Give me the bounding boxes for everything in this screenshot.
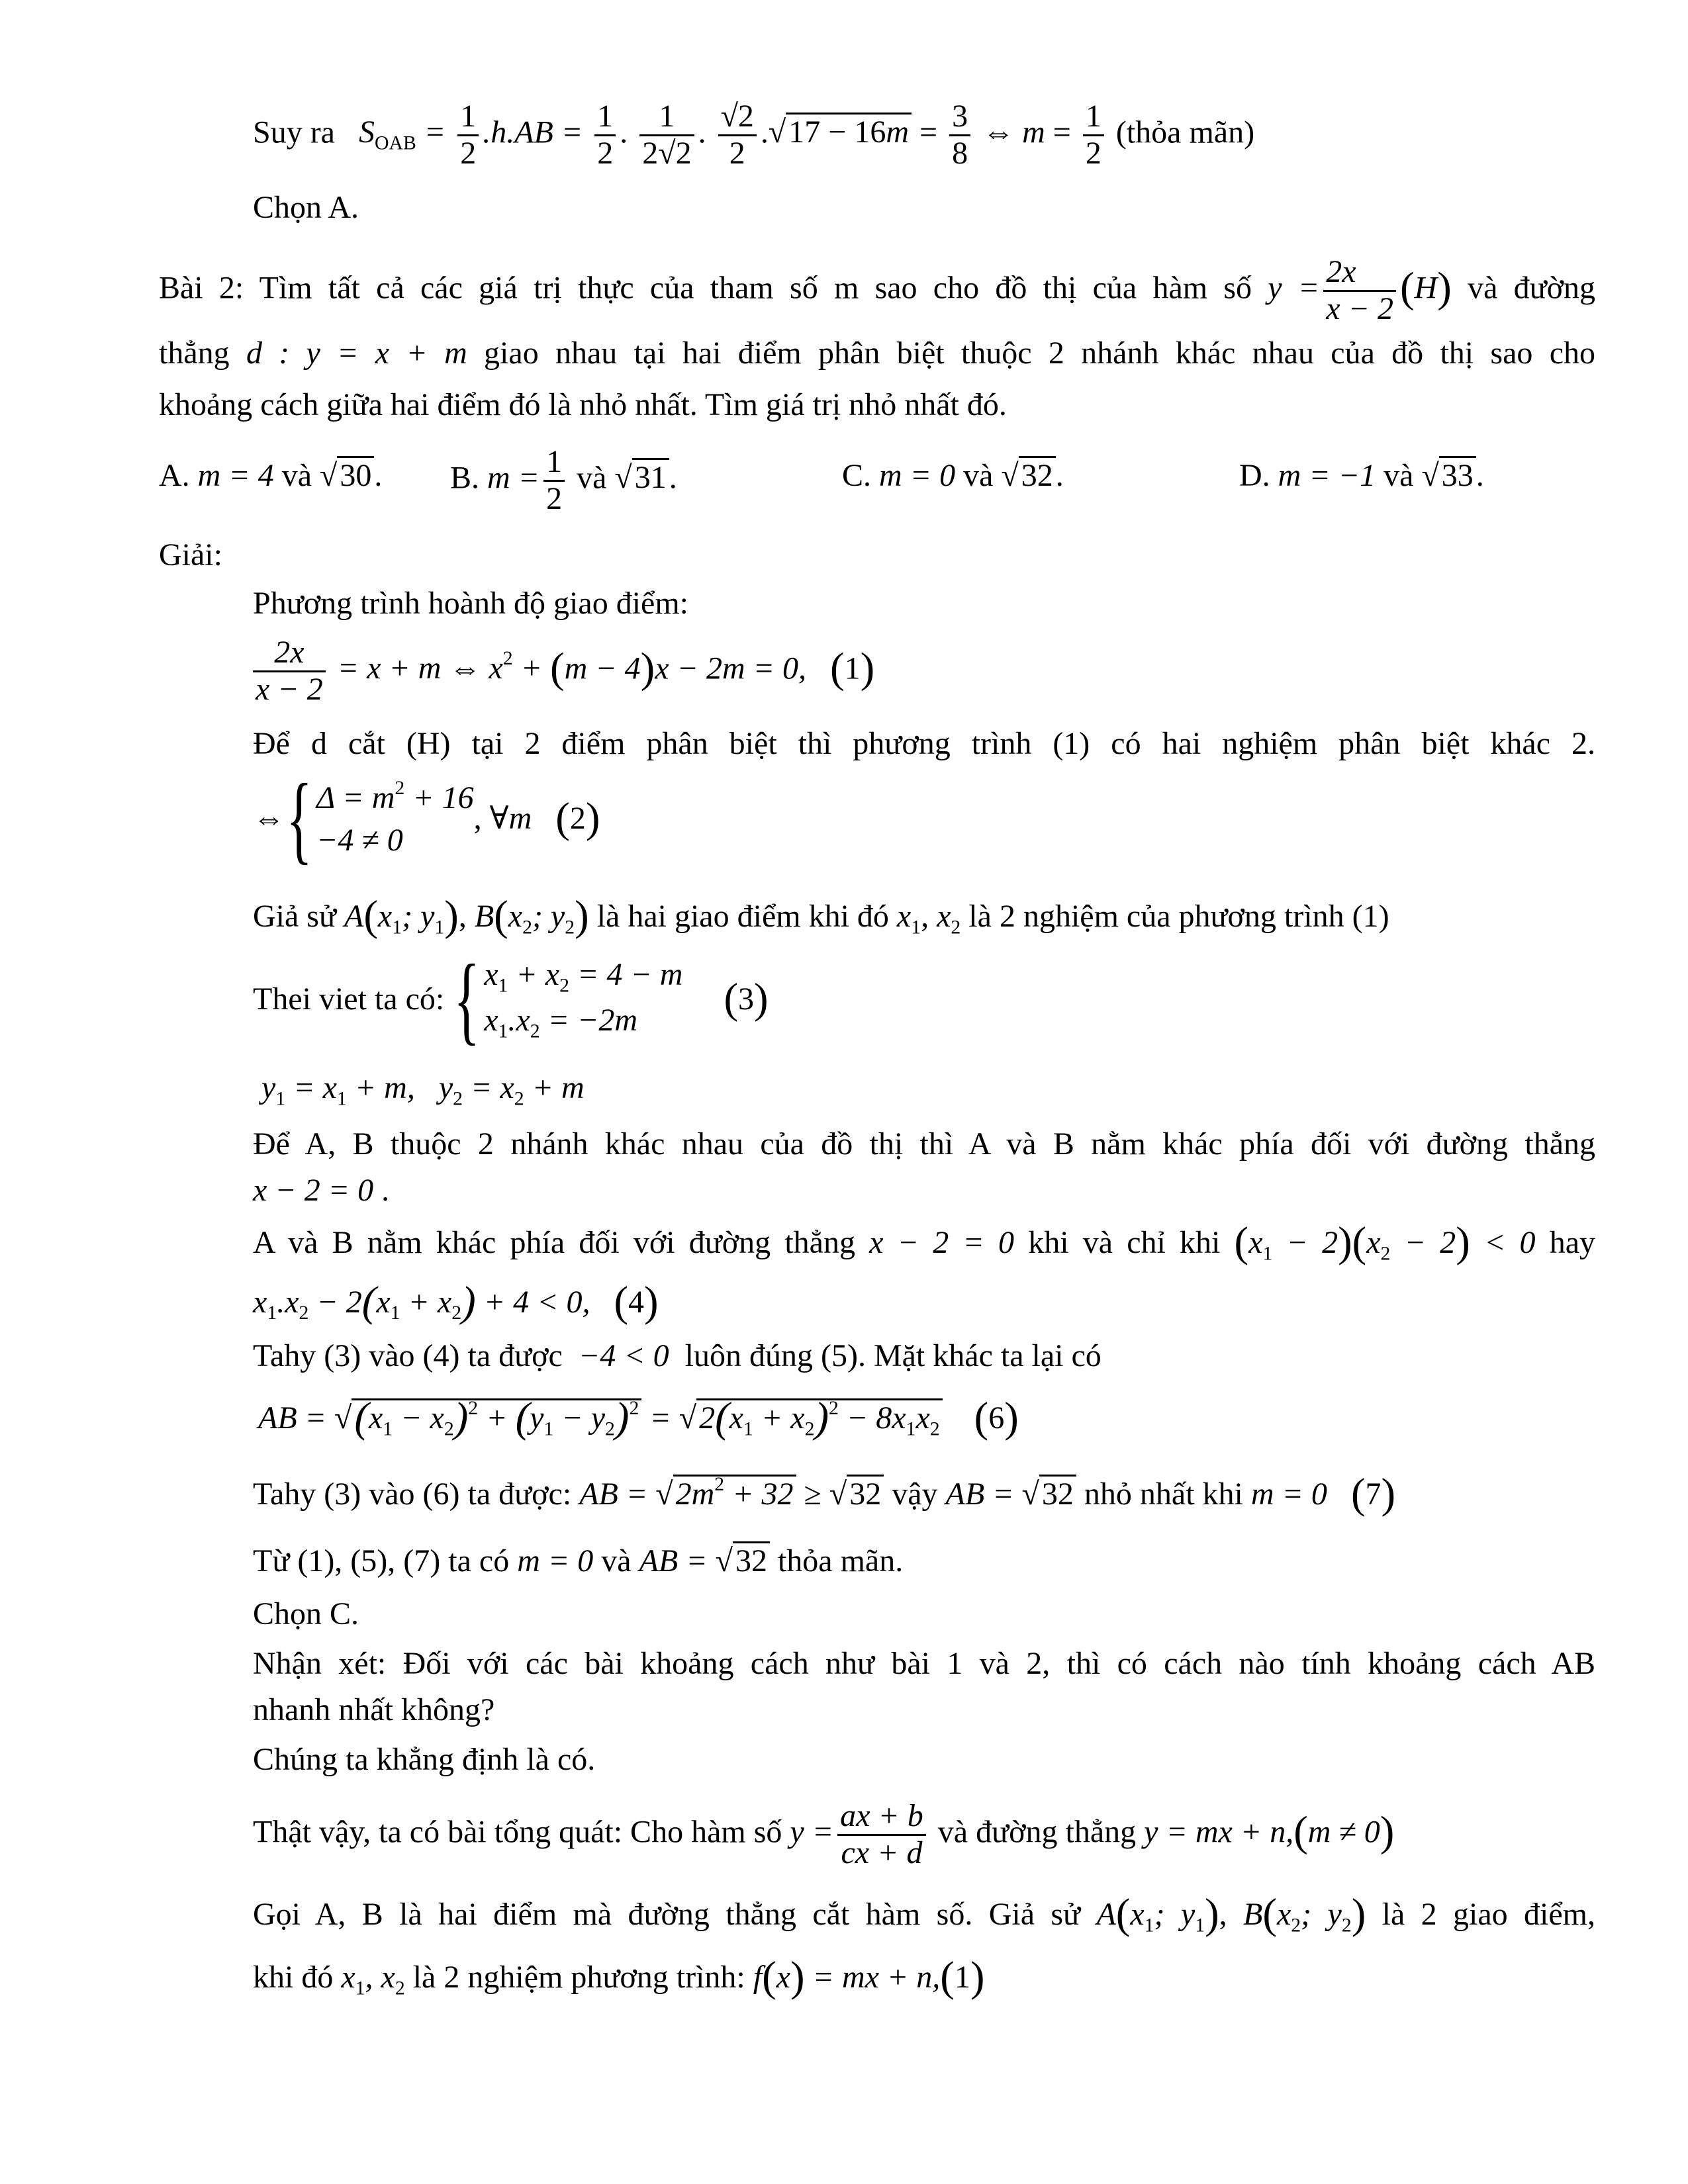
choose-a: Chọn A. xyxy=(253,190,359,225)
branch-condition: Để A, B thuộc 2 nhánh khác nhau của đồ thị thì A và B nằm khác phía đối với đường thẳng xyxy=(253,1126,1595,1161)
roots-line: khi đó $x_1$, $x_2$ là 2 nghiệm phương trình: f(x) = mx + n,(1) xyxy=(253,1953,985,2001)
area-result-line: Suy ra $S_{OAB}$ = $\frac{1}{2}$ .h.AB = $\frac{1}{2}$ . $\frac{1}{2√2}$ . $\frac{√2}{2}$ .√17 − 16m = $\frac{3}{8}$ ⇔ m = $\frac{1}{2}$ (thỏa mãn) xyxy=(253,99,1255,171)
conclusion-line: Từ (1), (5), (7) ta có m = 0 và AB = √32 thỏa mãn. xyxy=(253,1545,903,1577)
y-values: $y_1 = x_1 + m$, $y_2 = x_2 + m$ xyxy=(261,1070,585,1110)
option-b: B. m = $\frac{1}{2}$ và √31. xyxy=(450,444,677,516)
substitution-2: Tahy (3) vào (6) ta được: AB = $√2m^2 + 32 \ge √32$ vậy AB = √32 nhỏ nhất khi m = 0 (7) xyxy=(253,1470,1396,1518)
affirmation-line: Chúng ta khẳng định là có. xyxy=(253,1742,596,1777)
remark-line-1: Nhận xét: Đối với các bài khoảng cách như bài 1 và 2, thì có cách nào tính khoảng cách AB xyxy=(253,1646,1595,1681)
line-x-equals-2: x − 2 = 0 . xyxy=(253,1173,390,1208)
distance-formula: AB = $√(x_1 - x_2)^2 + (y_1 - y_2)^2 = √2(x_1 + x_2)^2 - 8x_1x_2$ (6) xyxy=(258,1394,1019,1441)
option-c: C. m = 0 và √32. xyxy=(842,460,1064,492)
problem-2-line-1: Bài 2: Tìm tất cả các giá trị thực của tham số m sao cho đồ thị của hàm số y = $\frac{2x}{x - 2}$ (H) và đường xyxy=(159,254,1596,326)
remark-line-2: nhanh nhất không? xyxy=(253,1692,495,1727)
solution-heading: Giải: xyxy=(159,537,222,572)
substitution-1: Tahy (3) vào (4) ta được −4 < 0 luôn đúng (5). Mặt khác ta lại có xyxy=(253,1338,1102,1373)
option-d: D. m = −1 và √33. xyxy=(1239,460,1484,492)
condition-line: Để d cắt (H) tại 2 điểm phân biệt thì phương trình (1) có hai nghiệm phân biệt khác 2. xyxy=(253,726,1595,761)
problem-2-line-3: khoảng cách giữa hai điểm đó là nhỏ nhất. Tìm giá trị nhỏ nhất đó. xyxy=(159,387,1007,422)
problem-2-line-2: thẳng d : y = x + m giao nhau tại hai điểm phân biệt thuộc 2 nhánh khác nhau của đồ thị sao cho xyxy=(159,336,1596,371)
equation-1: $\frac{2x}{x - 2}$ = x + m ⇔ $x^2 + (m - 4)x - 2m = 0$, (1) xyxy=(253,635,874,707)
points-line: Gọi A, B là hai điểm mà đường thẳng cắt hàm số. Giả sử $A(x_1$; $y_1$), $B(x_2$; $y_2$) là 2 giao điểm, xyxy=(253,1890,1596,1938)
choose-c: Chọn C. xyxy=(253,1596,359,1631)
suppose-line: Giả sử $A(x_1$; $y_1$), $B(x_2$; $y_2$) là hai giao điểm khi đó $x_1$, $x_2$ là 2 nghiệm của phương trình (1) xyxy=(253,892,1389,940)
opposite-side-line: A và B nằm khác phía đối với đường thẳng x − 2 = 0 khi và chỉ khi $(x_1 - 2)(x_2 - 2) < 0$ hay xyxy=(253,1218,1596,1266)
equation-2-system: ⇔{ $\Delta = m^2 + 16$ −4 ≠ 0 , ∀m (2) xyxy=(253,764,600,874)
general-problem-line: Thật vậy, ta có bài tổng quát: Cho hàm số y = $\frac{ax + b}{cx + d}$ và đường thẳng y = mx + n,(m ≠ 0) xyxy=(253,1798,1395,1870)
viet-system: Thei viet ta có: { $x_1 + x_2 = 4 - m$ $x_1.x_2 = -2m$ (3) xyxy=(253,944,769,1054)
intersection-heading: Phương trình hoành độ giao điểm: xyxy=(253,586,689,621)
option-a: A. m = 4 và √30. xyxy=(159,460,382,492)
inequality-4: $x_1.x_2 - 2(x_1 + x_2) + 4 < 0$, (4) xyxy=(253,1278,659,1326)
